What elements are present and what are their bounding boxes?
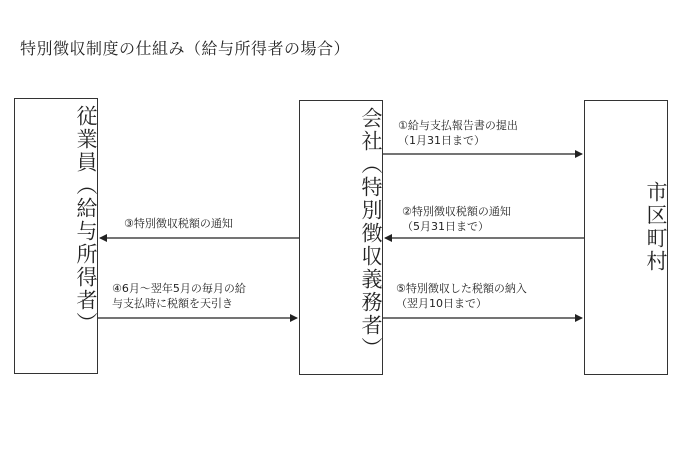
diagram-title: 特別徴収制度の仕組み（給与所得者の場合） — [20, 39, 351, 58]
flow-3-label — [124, 216, 233, 231]
employee-label: 従業員（給与所得者） — [74, 105, 98, 335]
flow-4-label — [112, 281, 246, 311]
flow-2-line1: ②特別徴収税額の通知 — [402, 205, 511, 218]
flow-2-label — [402, 204, 511, 234]
flow-1-line1: ①給与支払報告書の提出 — [398, 119, 518, 132]
flow-4-line2: 与支払時に税額を天引き — [112, 297, 233, 310]
flow-3-line1: ③特別徴収税額の通知 — [124, 217, 233, 230]
flow-5-label — [396, 281, 527, 311]
flow-2-line2: （5月31日まで） — [402, 220, 489, 233]
company-label: 会社（特別徴収義務者） — [359, 107, 383, 360]
flow-1-label — [398, 118, 518, 148]
flow-1-line2: （1月31日まで） — [398, 134, 485, 147]
municipality-label: 市区町村 — [644, 181, 668, 273]
flow-5-line2: （翌月10日まで） — [396, 297, 487, 310]
flow-5-line1: ⑤特別徴収した税額の納入 — [396, 282, 527, 295]
flow-4-line1: ④6月～翌年5月の毎月の給 — [112, 282, 246, 295]
